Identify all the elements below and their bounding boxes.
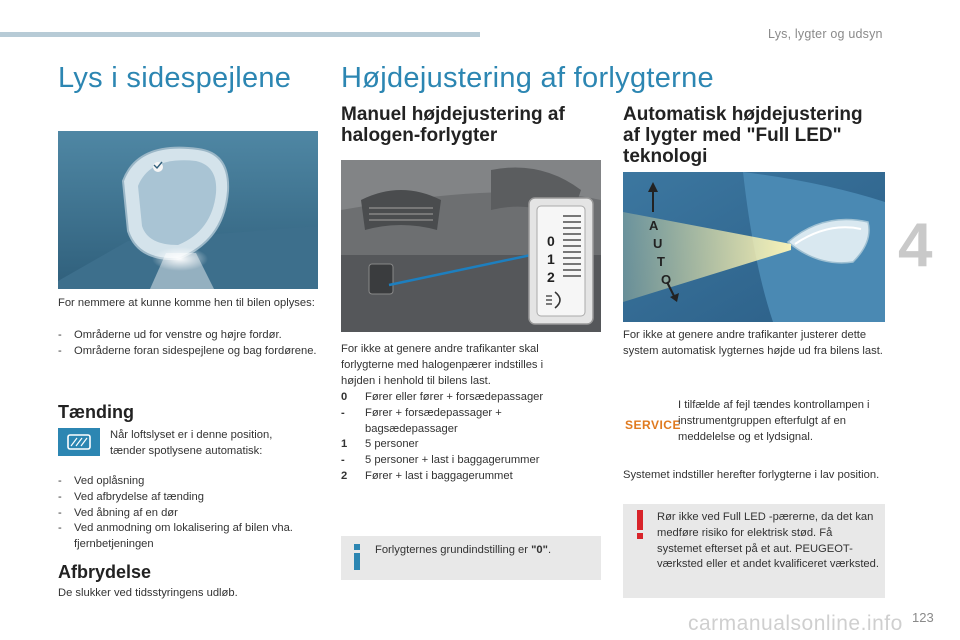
warning-text: Rør ikke ved Full LED -pærerne, da det kan medføre risiko for elektrisk stød. Få systemet efterset på et aut. PEUGEOT-værksted eller et andet kvalificeret værksted. bbox=[657, 511, 879, 571]
auto-letter: U bbox=[653, 236, 663, 251]
dial-label-0: 0 bbox=[547, 233, 555, 249]
headlight-illustration bbox=[623, 172, 885, 322]
watermark: carmanualsonline.info bbox=[688, 612, 903, 635]
mirror-illustration bbox=[58, 131, 318, 289]
chapter-number: 4 bbox=[898, 211, 933, 280]
headlight-image bbox=[623, 172, 885, 322]
page-number: 123 bbox=[912, 610, 934, 625]
auto-subtitle: Automatisk højdejustering af lygter med "Full LED" teknologi bbox=[623, 104, 863, 167]
warning-box bbox=[623, 504, 885, 598]
list-item: - Ved anmodning om lokalisering af bilen vha. fjernbetjeningen bbox=[58, 522, 293, 551]
level-row: 2 Fører + last i baggagerummet bbox=[341, 469, 513, 482]
taending-list bbox=[58, 474, 320, 553]
header-bar bbox=[0, 32, 480, 37]
right-page-title: Højdejustering af forlygterne bbox=[341, 62, 714, 94]
dashboard-illustration bbox=[341, 160, 601, 332]
service-text: I tilfælde af fejl tændes kontrollampen i instrumentgruppen efterfulgt af en meddelelse og et lydsignal. bbox=[678, 399, 870, 443]
list-item: - Områderne foran sidespejlene og bag fordørene. bbox=[58, 344, 317, 357]
system-text: Systemet indstiller herefter forlygterne i lav position. bbox=[623, 469, 880, 481]
exclamation-icon bbox=[635, 510, 645, 540]
taending-icon-text: Når loftslyset er i denne position, tænder spotlysene automatisk: bbox=[110, 429, 273, 457]
level-list bbox=[341, 390, 581, 485]
auto-letter: O bbox=[661, 272, 672, 287]
info-text: Forlygternes grundindstilling er "0". bbox=[375, 544, 552, 556]
list-item: - Ved afbrydelse af tænding bbox=[58, 490, 204, 503]
dashboard-image bbox=[341, 160, 601, 332]
list-item: - Ved oplåsning bbox=[58, 475, 145, 487]
section-title: Lys, lygter og udsyn bbox=[768, 27, 883, 41]
afbrydelse-text: De slukker ved tidsstyringens udløb. bbox=[58, 587, 238, 599]
info-icon bbox=[351, 544, 363, 570]
manual-subtitle: Manuel højdejustering af halogen-forlygter bbox=[341, 104, 565, 146]
level-row: - Fører + forsædepassager + bagsædepassager bbox=[341, 406, 502, 435]
level-row: 1 5 personer bbox=[341, 438, 419, 451]
taending-heading: Tænding bbox=[58, 402, 134, 422]
left-page-title: Lys i sidespejlene bbox=[58, 62, 292, 94]
auto-letter: T bbox=[657, 254, 665, 269]
left-intro-list bbox=[58, 328, 320, 360]
info-box bbox=[341, 536, 601, 580]
left-intro: For nemmere at kunne komme hen til bilen oplyses: bbox=[58, 297, 315, 309]
list-item: - Områderne ud for venstre og højre fordør. bbox=[58, 329, 282, 341]
list-item: - Ved åbning af en dør bbox=[58, 506, 178, 519]
dial-label-1: 1 bbox=[547, 251, 555, 267]
manual-intro: For ikke at genere andre trafikanter skal forlygterne med halogenpærer indstilles i højden i henhold til bilens last. bbox=[341, 343, 544, 387]
level-row: - 5 personer + last i baggagerummer bbox=[341, 454, 540, 467]
service-warning-icon: SERVICE bbox=[625, 418, 681, 432]
level-row: 0 Fører eller fører + forsædepassager bbox=[341, 391, 544, 403]
mirror-image bbox=[58, 131, 318, 289]
ceiling-light-icon bbox=[58, 428, 100, 456]
dial-label-2: 2 bbox=[547, 269, 555, 285]
auto-letter: A bbox=[649, 218, 659, 233]
auto-intro: For ikke at genere andre trafikanter justerer dette system automatisk lygternes højde ud fra bilens last. bbox=[623, 329, 883, 357]
afbrydelse-heading: Afbrydelse bbox=[58, 562, 152, 582]
